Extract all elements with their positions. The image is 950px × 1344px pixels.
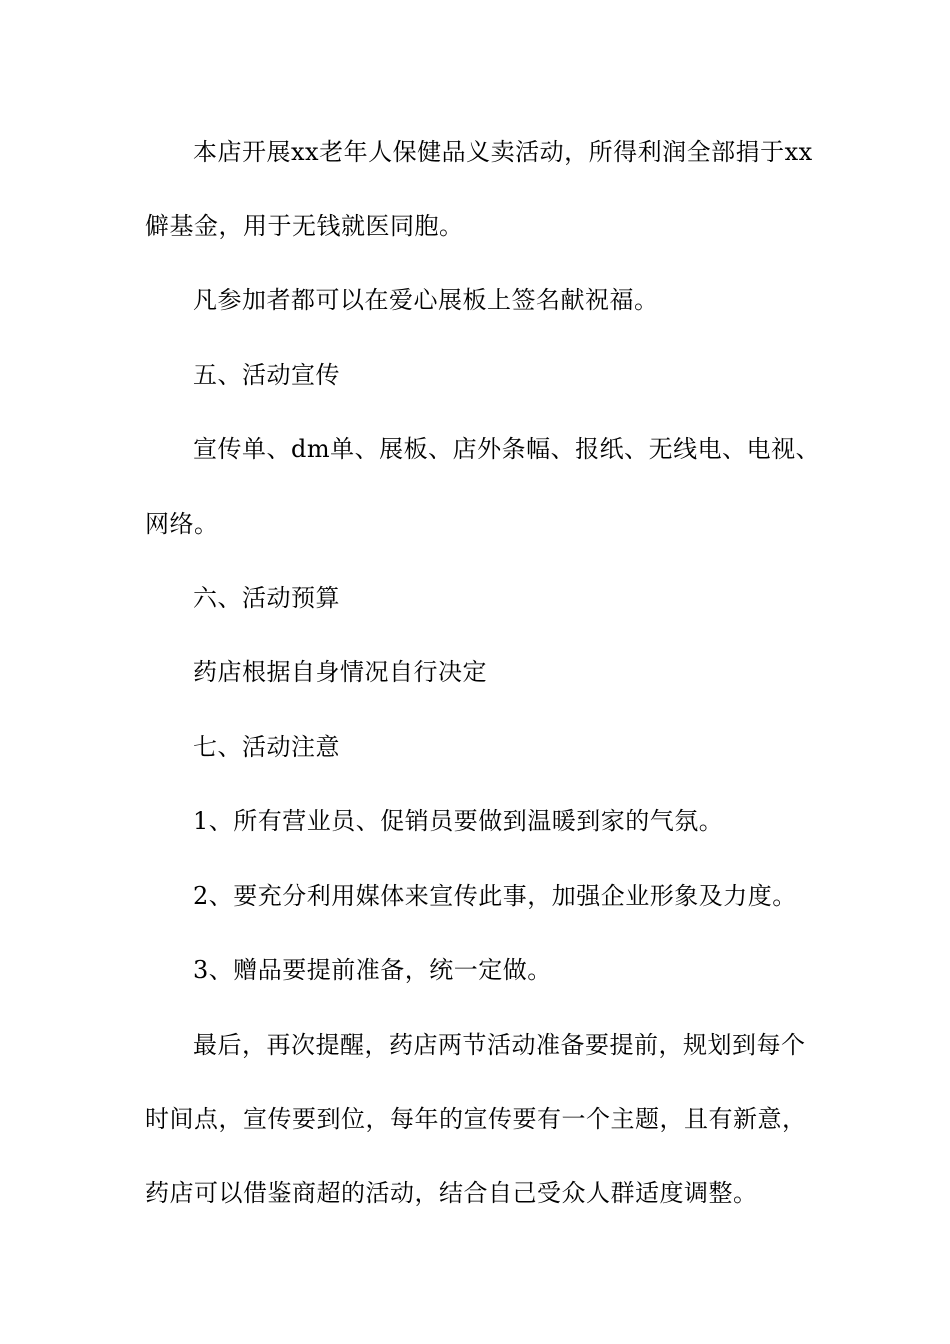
paragraph-line: 本店开展xx老年人保健品义卖活动，所得利润全部捐于xx <box>193 138 813 166</box>
list-item: 2、要充分利用媒体来宣传此事，加强企业形象及力度。 <box>193 882 797 910</box>
paragraph-line: 凡参加者都可以在爱心展板上签名献祝福。 <box>193 286 659 314</box>
section-heading: 七、活动注意 <box>193 733 340 761</box>
paragraph-line: 最后，再次提醒，药店两节活动准备要提前，规划到每个 <box>193 1031 806 1059</box>
list-item: 1、所有营业员、促销员要做到温暖到家的气氛。 <box>193 807 724 835</box>
paragraph-line: 僻基金，用于无钱就医同胞。 <box>145 212 464 240</box>
paragraph-line: 药店根据自身情况自行决定 <box>193 658 487 686</box>
section-heading: 五、活动宣传 <box>193 361 340 389</box>
paragraph-line: 宣传单、dm单、展板、店外条幅、报纸、无线电、电视、 <box>193 435 821 463</box>
paragraph-line: 时间点，宣传要到位，每年的宣传要有一个主题，且有新意， <box>145 1105 807 1133</box>
list-item: 3、赠品要提前准备，统一定做。 <box>193 956 552 984</box>
paragraph-line: 药店可以借鉴商超的活动，结合自己受众人群适度调整。 <box>145 1179 758 1207</box>
section-heading: 六、活动预算 <box>193 584 340 612</box>
paragraph-line: 网络。 <box>145 510 219 538</box>
